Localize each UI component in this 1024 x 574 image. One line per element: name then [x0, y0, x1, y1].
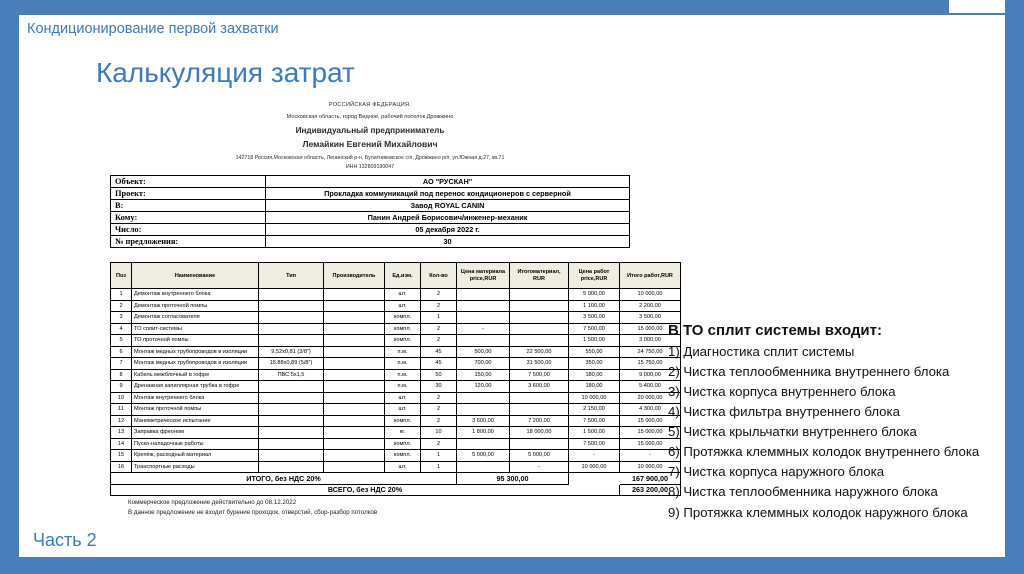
cell-work-price: 10 000,00 [569, 392, 620, 404]
cell-pos: 14 [111, 438, 132, 450]
offer-info-table [110, 175, 630, 248]
cell-work-total: 3 000,00 [620, 335, 681, 347]
cell-mat-price [457, 461, 510, 473]
cell-manufacturer [324, 369, 385, 381]
table-row [111, 392, 681, 404]
cell-work-price: 1 100,00 [569, 300, 620, 312]
cell-qty: 1 [421, 450, 457, 462]
cell-unit: п.м. [385, 381, 421, 393]
cell-work-price: 180,00 [569, 369, 620, 381]
itogo-work: 167 900,00 [620, 473, 681, 485]
offer-note-2: В данное предложение не входит бурение проходок, отверстий, сбор-разбор потолков [128, 509, 378, 517]
cell-manufacturer [324, 404, 385, 416]
cell-pos: 12 [111, 415, 132, 427]
cell-work-total: 9 000,00 [620, 369, 681, 381]
cell-work-total: 24 750,00 [620, 346, 681, 358]
service-list [668, 322, 1013, 523]
service-list-item: 5) Чистка крыльчатки внутреннего блока [668, 424, 917, 440]
cell-manufacturer [324, 323, 385, 335]
cell-manufacturer [324, 346, 385, 358]
cell-type [259, 427, 324, 439]
cell-type [259, 438, 324, 450]
table-row [111, 346, 681, 358]
info-row [111, 236, 630, 248]
cell-manufacturer [324, 381, 385, 393]
cell-pos: 7 [111, 358, 132, 370]
cell-manufacturer [324, 358, 385, 370]
cell-mat-price [457, 438, 510, 450]
col-header-type: Тип [259, 263, 324, 289]
info-row [111, 200, 630, 212]
cell-qty: 2 [421, 438, 457, 450]
cell-mat-total: 18 000,00 [510, 427, 569, 439]
service-list-item: 4) Чистка фильтра внутреннего блока [668, 404, 900, 420]
cell-manufacturer [324, 415, 385, 427]
cell-qty: 2 [421, 300, 457, 312]
cell-mat-price [457, 404, 510, 416]
cell-qty: 10 [421, 427, 457, 439]
table-row [111, 369, 681, 381]
cell-work-price: 550,00 [569, 346, 620, 358]
doc-region: Московская область, город Видное, рабочий поселок Дрожжино [286, 113, 454, 120]
cell-mat-price [457, 335, 510, 347]
cell-unit: кг. [385, 427, 421, 439]
cell-unit: п.м. [385, 358, 421, 370]
col-header-work-total: Итого работ,RUR [620, 263, 681, 289]
table-row [111, 461, 681, 473]
cell-type: ПВС 5х1,5 [259, 369, 324, 381]
vsego-value: 263 200,00 [620, 484, 681, 496]
cell-work-total: 2 200,00 [620, 300, 681, 312]
cell-qty: 2 [421, 335, 457, 347]
cell-pos: 16 [111, 461, 132, 473]
cell-work-total: 20 000,00 [620, 392, 681, 404]
cell-manufacturer [324, 289, 385, 301]
service-list-item: 2) Чистка теплообменника внутреннего блока [668, 364, 950, 380]
info-value: Прокладка коммуникаций под перенос кондиционеров с серверной [266, 188, 630, 200]
cell-mat-total [510, 323, 569, 335]
cell-manufacturer [324, 427, 385, 439]
cell-unit: компл. [385, 415, 421, 427]
cell-name: Монтаж медных трубопроводов в изоляции [132, 358, 259, 370]
cell-mat-price: 1 800,00 [457, 427, 510, 439]
cell-unit: компл. [385, 450, 421, 462]
cell-unit: компл. [385, 323, 421, 335]
cell-mat-price: - [457, 323, 510, 335]
cell-type [259, 415, 324, 427]
cell-mat-total: 7 200,00 [510, 415, 569, 427]
doc-federation: РОССИЙСКАЯ ФЕДЕРАЦИЯ. [328, 102, 412, 108]
service-list-item: 8) Чистка теплообменника наружного блока [668, 484, 938, 500]
cell-qty: 2 [421, 392, 457, 404]
info-key: Объект: [111, 176, 266, 188]
cell-name: Крепёж, расходный материал [132, 450, 259, 462]
service-list-item: 1) Диагностика сплит системы [668, 344, 855, 359]
vsego-label: ВСЕГО, без НДС 20% [111, 484, 620, 496]
cell-type [259, 392, 324, 404]
service-list-item: 7) Чистка корпуса наружного блока [668, 464, 885, 480]
cell-type [259, 289, 324, 301]
cell-qty: 1 [421, 461, 457, 473]
table-row [111, 300, 681, 312]
cell-name: Демонтаж внутреннего блока [132, 289, 259, 301]
cell-mat-total: 3 600,00 [510, 381, 569, 393]
cell-mat-price: 700,00 [457, 358, 510, 370]
cell-work-total: 10 000,00 [620, 461, 681, 473]
table-row [111, 312, 681, 324]
cell-type [259, 312, 324, 324]
cell-mat-price: 150,00 [457, 369, 510, 381]
cell-work-total: - [620, 450, 681, 462]
cell-pos: 8 [111, 369, 132, 381]
cell-pos: 15 [111, 450, 132, 462]
cell-type [259, 404, 324, 416]
cell-unit: компл. [385, 438, 421, 450]
cell-mat-price: 500,00 [457, 346, 510, 358]
commercial-offer-document [110, 100, 673, 518]
cell-work-price: 7 500,00 [569, 415, 620, 427]
col-header-pos: Поз [111, 263, 132, 289]
cell-mat-total [510, 392, 569, 404]
cell-unit: компл. [385, 312, 421, 324]
table-row [111, 415, 681, 427]
info-key: В: [111, 200, 266, 212]
cell-qty: 30 [421, 381, 457, 393]
table-row [111, 404, 681, 416]
itogo-blank [569, 473, 620, 485]
cell-qty: 2 [421, 289, 457, 301]
cell-pos: 13 [111, 427, 132, 439]
cell-type [259, 461, 324, 473]
cell-work-price: 1 500,00 [569, 427, 620, 439]
totals-row-itogo [111, 473, 681, 485]
cell-name: Пуско-наладочные работы [132, 438, 259, 450]
cell-mat-price: 3 600,00 [457, 415, 510, 427]
cell-name: Демонтаж согласователя [132, 312, 259, 324]
cell-pos: 5 [111, 335, 132, 347]
cell-pos: 3 [111, 312, 132, 324]
cell-pos: 6 [111, 346, 132, 358]
table-row [111, 289, 681, 301]
cell-qty: 45 [421, 358, 457, 370]
info-key: Число: [111, 224, 266, 236]
doc-inn: ИНН 132809190047 [345, 163, 395, 170]
cell-name: ТО сплит-системы [132, 323, 259, 335]
cell-qty: 2 [421, 323, 457, 335]
cell-work-total: 5 400,00 [620, 381, 681, 393]
cell-work-price: 180,00 [569, 381, 620, 393]
cell-work-price: 3 500,00 [569, 312, 620, 324]
cell-mat-price [457, 312, 510, 324]
cell-manufacturer [324, 392, 385, 404]
cell-unit: шт. [385, 289, 421, 301]
cell-mat-total: 31 500,00 [510, 358, 569, 370]
cell-qty: 50 [421, 369, 457, 381]
cell-pos: 1 [111, 289, 132, 301]
cell-manufacturer [324, 335, 385, 347]
cell-name: Заправка фреоном [132, 427, 259, 439]
slide-header-title: Кондиционирование первой захватки [27, 21, 279, 37]
cell-pos: 4 [111, 323, 132, 335]
cell-manufacturer [324, 300, 385, 312]
cell-unit: шт. [385, 300, 421, 312]
cell-pos: 10 [111, 392, 132, 404]
info-value: 30 [266, 236, 630, 248]
cell-name: Монтаж внутреннего блока [132, 392, 259, 404]
cell-mat-total: 22 500,00 [510, 346, 569, 358]
cell-work-price: 5 000,00 [569, 289, 620, 301]
offer-note-1: Коммерческое предложение действительно до 08.12.2022 [128, 499, 297, 507]
cell-work-total: 10 000,00 [620, 289, 681, 301]
info-value: 05 декабря 2022 г. [266, 224, 630, 236]
cell-type: 15.88х0,89 (5/8") [259, 358, 324, 370]
cell-type [259, 381, 324, 393]
cell-name: Демонтаж проточной помпы [132, 300, 259, 312]
info-row [111, 224, 630, 236]
cell-type [259, 450, 324, 462]
col-header-manufacturer: Производитель [324, 263, 385, 289]
table-row [111, 335, 681, 347]
cell-mat-price [457, 300, 510, 312]
info-value: Завод ROYAL CANIN [266, 200, 630, 212]
cell-work-price: - [569, 450, 620, 462]
cell-mat-total [510, 300, 569, 312]
itogo-label: ИТОГО, без НДС 20% [111, 473, 457, 485]
panel-top-rule [19, 13, 1005, 15]
info-row [111, 176, 630, 188]
table-row [111, 450, 681, 462]
cell-mat-price: 120,00 [457, 381, 510, 393]
table-row [111, 427, 681, 439]
cell-unit: шт. [385, 404, 421, 416]
cell-unit: шт. [385, 392, 421, 404]
table-row [111, 358, 681, 370]
cell-work-price: 7 500,00 [569, 323, 620, 335]
cell-qty: 1 [421, 312, 457, 324]
cell-pos: 9 [111, 381, 132, 393]
cell-type [259, 300, 324, 312]
doc-address: 142718 Россия,Московская область, Ленинский р-н, Булатниковское с/п, Дрожжино р/п, ул.Южная д.27, кв.71 [235, 154, 505, 161]
cell-manufacturer [324, 461, 385, 473]
cell-mat-total [510, 289, 569, 301]
cell-work-price: 7 500,00 [569, 438, 620, 450]
cell-work-price: 350,00 [569, 358, 620, 370]
cell-work-total: 3 500,00 [620, 312, 681, 324]
cell-unit: компл. [385, 335, 421, 347]
col-header-work-price: Цена работ price,RUR [569, 263, 620, 289]
part-label: Часть 2 [33, 530, 97, 550]
cell-work-price: 2 150,00 [569, 404, 620, 416]
cell-name: Кабель межблочный в гофре [132, 369, 259, 381]
cell-manufacturer [324, 438, 385, 450]
cell-mat-price [457, 392, 510, 404]
cell-unit: п.м. [385, 369, 421, 381]
cell-name: Дренажная капиллярная трубка в гофре [132, 381, 259, 393]
slide-content-panel [19, 15, 1005, 557]
cell-mat-total [510, 312, 569, 324]
cell-type [259, 323, 324, 335]
cell-work-total: 15 750,00 [620, 358, 681, 370]
cell-pos: 11 [111, 404, 132, 416]
itogo-material: 95 300,00 [457, 473, 569, 485]
table-row [111, 381, 681, 393]
totals-row-vsego [111, 484, 681, 496]
col-header-mat-price: Цена материала price,RUR [457, 263, 510, 289]
cell-name: Монтаж медных трубопроводов в изоляции [132, 346, 259, 358]
cell-work-total: 15 000,00 [620, 323, 681, 335]
service-list-title: В ТО сплит системы входит: [668, 322, 882, 339]
cell-work-total: 15 000,00 [620, 415, 681, 427]
cell-qty: 45 [421, 346, 457, 358]
col-header-mat-total: Итогоматериал, RUR [510, 263, 569, 289]
info-value: Панин Андрей Борисович/инженер-механик [266, 212, 630, 224]
cell-type [259, 335, 324, 347]
info-key: Проект: [111, 188, 266, 200]
offer-items-table [110, 262, 681, 496]
cell-work-price: 10 000,00 [569, 461, 620, 473]
cell-unit: п.м. [385, 346, 421, 358]
cell-work-total: 4 300,00 [620, 404, 681, 416]
info-row [111, 212, 630, 224]
doc-entity-type: Индивидуальный предприниматель [295, 125, 445, 135]
items-header-row [111, 263, 681, 289]
cell-mat-total [510, 438, 569, 450]
cell-manufacturer [324, 450, 385, 462]
info-value: АО "РУСКАН" [266, 176, 630, 188]
cell-qty: 2 [421, 404, 457, 416]
cell-pos: 2 [111, 300, 132, 312]
cell-mat-total: - [510, 461, 569, 473]
cell-type: 9,52х0,81 (3/8") [259, 346, 324, 358]
info-key: № предложения: [111, 236, 266, 248]
info-row [111, 188, 630, 200]
cell-name: ТО проточной помпы [132, 335, 259, 347]
table-row [111, 323, 681, 335]
cell-work-total: 15 000,00 [620, 427, 681, 439]
col-header-qty: Кол-во [421, 263, 457, 289]
col-header-unit: Ед.изм. [385, 263, 421, 289]
table-row [111, 438, 681, 450]
service-list-item: 3) Чистка корпуса внутреннего блока [668, 384, 896, 400]
cell-unit: шт. [385, 461, 421, 473]
service-list-item: 6) Протяжка клеммных колодок внутреннего блока [668, 444, 980, 460]
cell-mat-total: 5 000,00 [510, 450, 569, 462]
cell-mat-price: 5 000,00 [457, 450, 510, 462]
cell-mat-total [510, 335, 569, 347]
cell-mat-price [457, 289, 510, 301]
cell-work-price: 1 500,00 [569, 335, 620, 347]
page-title: Калькуляция затрат [96, 57, 355, 88]
cell-mat-total: 7 500,00 [510, 369, 569, 381]
service-list-item: 9) Протяжка клеммных колодок наружного блока [668, 504, 968, 520]
cell-name: Монтаж проточной помпы [132, 404, 259, 416]
cell-name: Транспортные расходы [132, 461, 259, 473]
cell-qty: 2 [421, 415, 457, 427]
col-header-name: Наименование [132, 263, 259, 289]
info-key: Кому: [111, 212, 266, 224]
doc-entity-name: Лемайкин Евгений Михайлович [302, 139, 438, 150]
cell-manufacturer [324, 312, 385, 324]
cell-work-total: 15 000,00 [620, 438, 681, 450]
cell-name: Манометрическое испытание [132, 415, 259, 427]
cell-mat-total [510, 404, 569, 416]
